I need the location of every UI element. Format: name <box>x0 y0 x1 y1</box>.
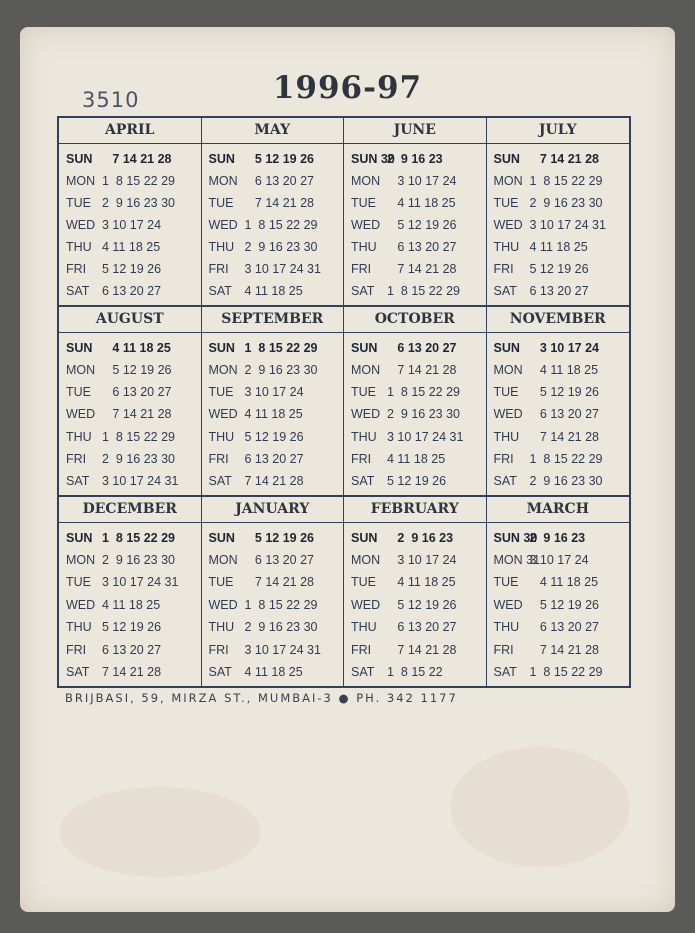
month-january <box>202 497 345 686</box>
month-name: MARCH <box>487 497 630 523</box>
week-row <box>351 404 480 424</box>
weekday-label: TUE <box>493 385 519 400</box>
date-numbers: 6 13 20 27 <box>387 341 457 356</box>
week-row <box>66 617 195 637</box>
date-numbers: 7 14 21 28 <box>387 262 457 277</box>
month-june <box>344 118 487 307</box>
week-row <box>209 193 338 213</box>
week-row <box>351 640 480 660</box>
week-row <box>209 281 338 301</box>
weekday-label: SUN <box>66 530 93 545</box>
date-numbers: 3 10 17 24 <box>244 385 304 400</box>
week-row <box>494 449 624 469</box>
weekday-label: FRI <box>351 642 372 657</box>
weekday-label: THU <box>493 429 520 444</box>
weekday-label: TUE <box>66 575 91 590</box>
week-row <box>209 572 338 592</box>
weekday-label: MON <box>351 174 381 189</box>
date-numbers: 3 10 17 24 <box>529 341 600 356</box>
weekday-label: TUE <box>66 196 91 211</box>
weekday-label: SUN <box>351 530 378 545</box>
month-april <box>59 118 202 307</box>
date-numbers: 5 12 19 26 <box>102 363 172 378</box>
weekday-label: TUE <box>208 196 234 211</box>
date-numbers: 4 11 18 25 <box>244 284 303 299</box>
month-days <box>344 144 486 305</box>
weekday-label: THU <box>493 620 520 635</box>
handwritten-number: 3510 <box>82 88 140 112</box>
week-row <box>209 259 338 279</box>
date-numbers: 3 10 17 24 31 <box>387 429 464 444</box>
weekday-label: MON <box>493 363 523 378</box>
week-row <box>209 449 338 469</box>
weekday-label: SAT <box>66 664 90 679</box>
date-numbers: 1 8 15 22 29 <box>387 385 460 400</box>
week-row <box>351 449 480 469</box>
month-days <box>487 523 630 686</box>
month-name: JULY <box>487 118 630 144</box>
weekday-label: WED <box>493 407 523 422</box>
date-numbers: 6 13 20 27 <box>102 385 172 400</box>
date-numbers: 3 10 17 24 <box>529 553 589 568</box>
week-row <box>66 572 195 592</box>
date-numbers: 5 12 19 26 <box>529 385 600 400</box>
weekday-label: TUE <box>493 196 519 211</box>
week-row <box>494 404 624 424</box>
weekday-label: SAT <box>493 664 517 679</box>
date-numbers: 3 10 17 24 31 <box>244 642 321 657</box>
week-row <box>66 193 195 213</box>
paper-stain <box>450 747 630 867</box>
date-numbers: 2 9 16 23 30 <box>244 620 318 635</box>
week-row <box>66 259 195 279</box>
weekday-label: MON <box>351 363 381 378</box>
week-row <box>351 338 480 358</box>
publisher-footer: BRIJBASI, 59, MIRZA ST., MUMBAI-3 ● PH. 342 1177 <box>65 691 458 705</box>
date-numbers: 7 14 21 28 <box>102 152 172 166</box>
week-row <box>209 550 338 570</box>
weekday-label: FRI <box>208 262 229 277</box>
date-numbers: 4 11 18 25 <box>387 451 446 466</box>
week-row <box>209 404 338 424</box>
month-march <box>487 497 630 686</box>
month-name: FEBRUARY <box>344 497 486 523</box>
month-name: JANUARY <box>202 497 344 523</box>
date-numbers: 1 8 15 22 29 <box>529 174 603 189</box>
month-name: MAY <box>202 118 344 144</box>
month-days <box>202 333 344 494</box>
week-row <box>351 382 480 402</box>
week-row <box>351 237 480 257</box>
week-row <box>66 449 195 469</box>
weekday-label: TUE <box>351 575 376 590</box>
date-numbers: 5 12 19 26 <box>529 262 589 277</box>
weekday-label: FRI <box>493 642 514 657</box>
weekday-label: THU <box>351 240 377 255</box>
weekday-label: TUE <box>208 575 234 590</box>
month-name: APRIL <box>59 118 201 144</box>
week-row <box>209 617 338 637</box>
month-name: AUGUST <box>59 307 201 333</box>
weekday-label: WED <box>66 407 96 422</box>
weekday-label: THU <box>493 240 520 255</box>
week-row <box>494 281 624 301</box>
date-numbers: 6 13 20 27 <box>244 174 315 189</box>
month-days <box>59 523 201 686</box>
weekday-label: SAT <box>208 664 232 679</box>
weekday-label: WED <box>493 597 523 612</box>
date-numbers: 4 11 18 25 <box>387 575 456 590</box>
date-numbers: 4 11 18 25 <box>102 597 161 612</box>
week-row <box>351 427 480 447</box>
week-row <box>209 662 338 682</box>
date-numbers: 2 9 16 23 30 <box>529 196 603 211</box>
weekday-label: THU <box>208 620 235 635</box>
weekday-label: TUE <box>493 575 519 590</box>
date-numbers: 5 12 19 26 <box>529 597 600 612</box>
weekday-label: MON <box>66 363 96 378</box>
weekday-label: SAT <box>66 473 90 488</box>
weekday-label: MON <box>208 363 238 378</box>
week-row <box>494 427 624 447</box>
date-numbers: 3 10 17 24 <box>102 218 162 233</box>
date-numbers: 1 8 15 22 29 <box>244 341 318 356</box>
date-numbers: 5 12 19 26 <box>387 218 457 233</box>
month-december <box>59 497 202 686</box>
date-numbers: 4 11 18 25 <box>244 664 303 679</box>
weekday-label: MON <box>351 553 381 568</box>
date-numbers: 2 9 16 23 30 <box>102 451 175 466</box>
week-row <box>351 259 480 279</box>
weekday-label: MON <box>208 174 238 189</box>
date-numbers: 6 13 20 27 <box>387 240 457 255</box>
weekday-label: SAT <box>208 473 232 488</box>
date-numbers: 1 8 15 22 29 <box>387 284 460 299</box>
month-days <box>487 333 630 494</box>
date-numbers: 4 11 18 25 <box>529 240 588 255</box>
weekday-label: SUN <box>66 152 93 166</box>
week-row <box>209 237 338 257</box>
week-row <box>66 281 195 301</box>
date-numbers: 7 14 21 28 <box>102 664 162 679</box>
weekday-label: SUN <box>208 152 235 166</box>
date-numbers: 7 14 21 28 <box>102 407 172 422</box>
month-name: NOVEMBER <box>487 307 630 333</box>
weekday-label: SUN <box>351 341 378 356</box>
weekday-label: WED <box>208 407 238 422</box>
weekday-label: SUN 30 <box>351 152 395 166</box>
date-numbers: 6 13 20 27 <box>529 284 589 299</box>
weekday-label: THU <box>351 620 377 635</box>
week-row <box>66 427 195 447</box>
weekday-label: FRI <box>351 262 372 277</box>
weekday-label: SUN <box>208 341 235 356</box>
month-september <box>202 307 345 496</box>
date-numbers: 2 9 16 23 30 <box>244 363 318 378</box>
week-row <box>351 617 480 637</box>
month-august <box>59 307 202 496</box>
date-numbers: 6 13 20 27 <box>102 642 162 657</box>
week-row <box>494 662 624 682</box>
weekday-label: WED <box>351 218 381 233</box>
month-october <box>344 307 487 496</box>
week-row <box>351 215 480 235</box>
date-numbers: 4 11 18 25 <box>529 575 599 590</box>
week-row <box>351 550 480 570</box>
week-row <box>494 259 624 279</box>
date-numbers: 7 14 21 28 <box>529 152 600 166</box>
week-row <box>494 215 624 235</box>
week-row <box>351 572 480 592</box>
weekday-label: SAT <box>493 473 517 488</box>
week-row <box>209 427 338 447</box>
weekday-label: FRI <box>66 262 87 277</box>
week-row <box>494 471 624 491</box>
week-row <box>209 640 338 660</box>
weekday-label: WED <box>493 218 523 233</box>
week-row <box>209 528 338 548</box>
date-numbers: 3 10 17 24 31 <box>102 575 179 590</box>
date-numbers: 3 10 17 24 31 <box>529 218 606 233</box>
weekday-label: FRI <box>208 642 229 657</box>
weekday-label: SAT <box>351 664 375 679</box>
week-row <box>66 528 195 548</box>
weekday-label: FRI <box>351 451 372 466</box>
weekday-label: FRI <box>66 451 87 466</box>
weekday-label: MON <box>66 174 96 189</box>
month-days <box>59 333 201 494</box>
weekday-label: FRI <box>493 262 514 277</box>
weekday-label: MON <box>493 174 523 189</box>
date-numbers: 5 12 19 26 <box>102 620 162 635</box>
week-row <box>66 662 195 682</box>
weekday-label: FRI <box>493 451 514 466</box>
date-numbers: 1 8 15 22 <box>387 664 443 679</box>
weekday-label: WED <box>208 597 238 612</box>
weekday-label: SAT <box>351 473 375 488</box>
week-row <box>351 193 480 213</box>
week-row <box>351 171 480 191</box>
weekday-label: SAT <box>351 284 375 299</box>
week-row <box>351 360 480 380</box>
week-row <box>494 382 624 402</box>
month-days <box>344 333 486 494</box>
month-november <box>487 307 630 496</box>
week-row <box>351 662 480 682</box>
date-numbers: 4 11 18 25 <box>529 363 599 378</box>
date-numbers: 6 13 20 27 <box>102 284 162 299</box>
week-row <box>494 171 624 191</box>
weekday-label: WED <box>66 597 96 612</box>
date-numbers: 7 14 21 28 <box>387 642 457 657</box>
week-row <box>351 149 480 169</box>
week-row <box>351 281 480 301</box>
date-numbers: 2 9 16 23 <box>387 530 454 545</box>
date-numbers: 5 12 19 26 <box>102 262 162 277</box>
week-row <box>494 193 624 213</box>
date-numbers: 4 11 18 25 <box>102 341 171 356</box>
month-name: SEPTEMBER <box>202 307 344 333</box>
date-numbers: 1 8 15 22 29 <box>102 429 175 444</box>
month-name: JUNE <box>344 118 486 144</box>
date-numbers: 2 9 16 23 30 <box>102 553 175 568</box>
month-days <box>344 523 486 686</box>
weekday-label: MON 31 <box>493 553 541 568</box>
date-numbers: 2 9 16 23 30 <box>387 407 460 422</box>
week-row <box>494 338 624 358</box>
week-row <box>209 595 338 615</box>
weekday-label: FRI <box>66 642 87 657</box>
month-name: DECEMBER <box>59 497 201 523</box>
date-numbers: 1 8 15 22 29 <box>244 218 318 233</box>
week-row <box>494 550 624 570</box>
date-numbers: 7 14 21 28 <box>529 429 600 444</box>
week-row <box>494 360 624 380</box>
weekday-label: SUN <box>66 341 93 356</box>
weekday-label: THU <box>66 429 92 444</box>
weekday-label: THU <box>208 429 235 444</box>
date-numbers: 6 13 20 27 <box>387 620 457 635</box>
week-row <box>209 149 338 169</box>
week-row <box>66 237 195 257</box>
date-numbers: 5 12 19 26 <box>244 152 315 166</box>
date-numbers: 1 8 15 22 29 <box>102 174 175 189</box>
week-row <box>494 572 624 592</box>
date-numbers: 1 8 15 22 29 <box>102 530 175 545</box>
week-row <box>66 171 195 191</box>
date-numbers: 3 10 17 24 31 <box>102 473 179 488</box>
weekday-label: MON <box>208 553 238 568</box>
month-february <box>344 497 487 686</box>
date-numbers: 4 11 18 25 <box>387 196 456 211</box>
weekday-label: MON <box>66 553 96 568</box>
week-row <box>494 617 624 637</box>
weekday-label: TUE <box>66 385 91 400</box>
date-numbers: 2 9 16 23 30 <box>529 473 603 488</box>
week-row <box>209 215 338 235</box>
week-row <box>66 360 195 380</box>
week-row <box>494 237 624 257</box>
month-may <box>202 118 345 307</box>
week-row <box>209 382 338 402</box>
date-numbers: 7 14 21 28 <box>244 196 315 211</box>
weekday-label: WED <box>66 218 96 233</box>
week-row <box>494 528 624 548</box>
week-row <box>66 382 195 402</box>
week-row <box>66 595 195 615</box>
week-row <box>66 550 195 570</box>
week-row <box>351 595 480 615</box>
weekday-label: SAT <box>208 284 232 299</box>
date-numbers: 5 12 19 26 <box>387 473 447 488</box>
page-title: 1996-97 <box>272 70 423 106</box>
week-row <box>351 528 480 548</box>
weekday-label: SUN 30 <box>493 530 538 545</box>
weekday-label: TUE <box>351 385 376 400</box>
date-numbers: 6 13 20 27 <box>244 553 315 568</box>
weekday-label: WED <box>351 597 381 612</box>
week-row <box>66 471 195 491</box>
week-row <box>66 149 195 169</box>
weekday-label: THU <box>66 620 92 635</box>
weekday-label: SUN <box>493 152 520 166</box>
weekday-label: WED <box>351 407 381 422</box>
weekday-label: SUN <box>493 341 520 356</box>
date-numbers: 3 10 17 24 <box>387 174 457 189</box>
date-numbers: 5 12 19 26 <box>244 530 315 545</box>
week-row <box>66 404 195 424</box>
date-numbers: 7 14 21 28 <box>387 363 457 378</box>
week-row <box>494 640 624 660</box>
date-numbers: 1 8 15 22 29 <box>529 664 603 679</box>
week-row <box>209 171 338 191</box>
week-row <box>351 471 480 491</box>
date-numbers: 2 9 16 23 30 <box>102 196 175 211</box>
week-row <box>494 595 624 615</box>
date-numbers: 7 14 21 28 <box>244 575 315 590</box>
date-numbers: 7 14 21 28 <box>244 473 304 488</box>
month-days <box>202 144 344 305</box>
weekday-label: SAT <box>493 284 517 299</box>
date-numbers: 7 14 21 28 <box>529 642 600 657</box>
date-numbers: 4 11 18 25 <box>244 407 303 422</box>
month-july <box>487 118 630 307</box>
date-numbers: 6 13 20 27 <box>529 407 600 422</box>
weekday-label: THU <box>351 429 377 444</box>
week-row <box>66 215 195 235</box>
date-numbers: 3 10 17 24 31 <box>244 262 321 277</box>
month-days <box>202 523 344 686</box>
date-numbers: 2 9 16 23 30 <box>244 240 318 255</box>
date-numbers: 3 10 17 24 <box>387 553 457 568</box>
weekday-label: THU <box>66 240 92 255</box>
week-row <box>66 640 195 660</box>
weekday-label: TUE <box>208 385 234 400</box>
date-numbers: 6 13 20 27 <box>529 620 600 635</box>
date-numbers: 1 8 15 22 29 <box>529 451 603 466</box>
date-numbers: 5 12 19 26 <box>387 597 457 612</box>
date-numbers: 6 13 20 27 <box>244 451 304 466</box>
week-row <box>209 338 338 358</box>
paper-stain <box>60 787 260 877</box>
weekday-label: TUE <box>351 196 376 211</box>
month-days <box>59 144 201 305</box>
weekday-label: WED <box>208 218 238 233</box>
weekday-label: THU <box>208 240 235 255</box>
date-numbers: 2 9 16 23 <box>387 152 443 166</box>
date-numbers: 2 9 16 23 <box>529 530 586 545</box>
date-numbers: 4 11 18 25 <box>102 240 161 255</box>
date-numbers: 5 12 19 26 <box>244 429 304 444</box>
week-row <box>209 360 338 380</box>
calendar-grid <box>57 116 631 688</box>
week-row <box>209 471 338 491</box>
week-row <box>66 338 195 358</box>
week-row <box>494 149 624 169</box>
month-name: OCTOBER <box>344 307 486 333</box>
weekday-label: FRI <box>208 451 229 466</box>
weekday-label: SUN <box>208 530 235 545</box>
month-days <box>487 144 630 305</box>
weekday-label: SAT <box>66 284 90 299</box>
date-numbers: 1 8 15 22 29 <box>244 597 318 612</box>
